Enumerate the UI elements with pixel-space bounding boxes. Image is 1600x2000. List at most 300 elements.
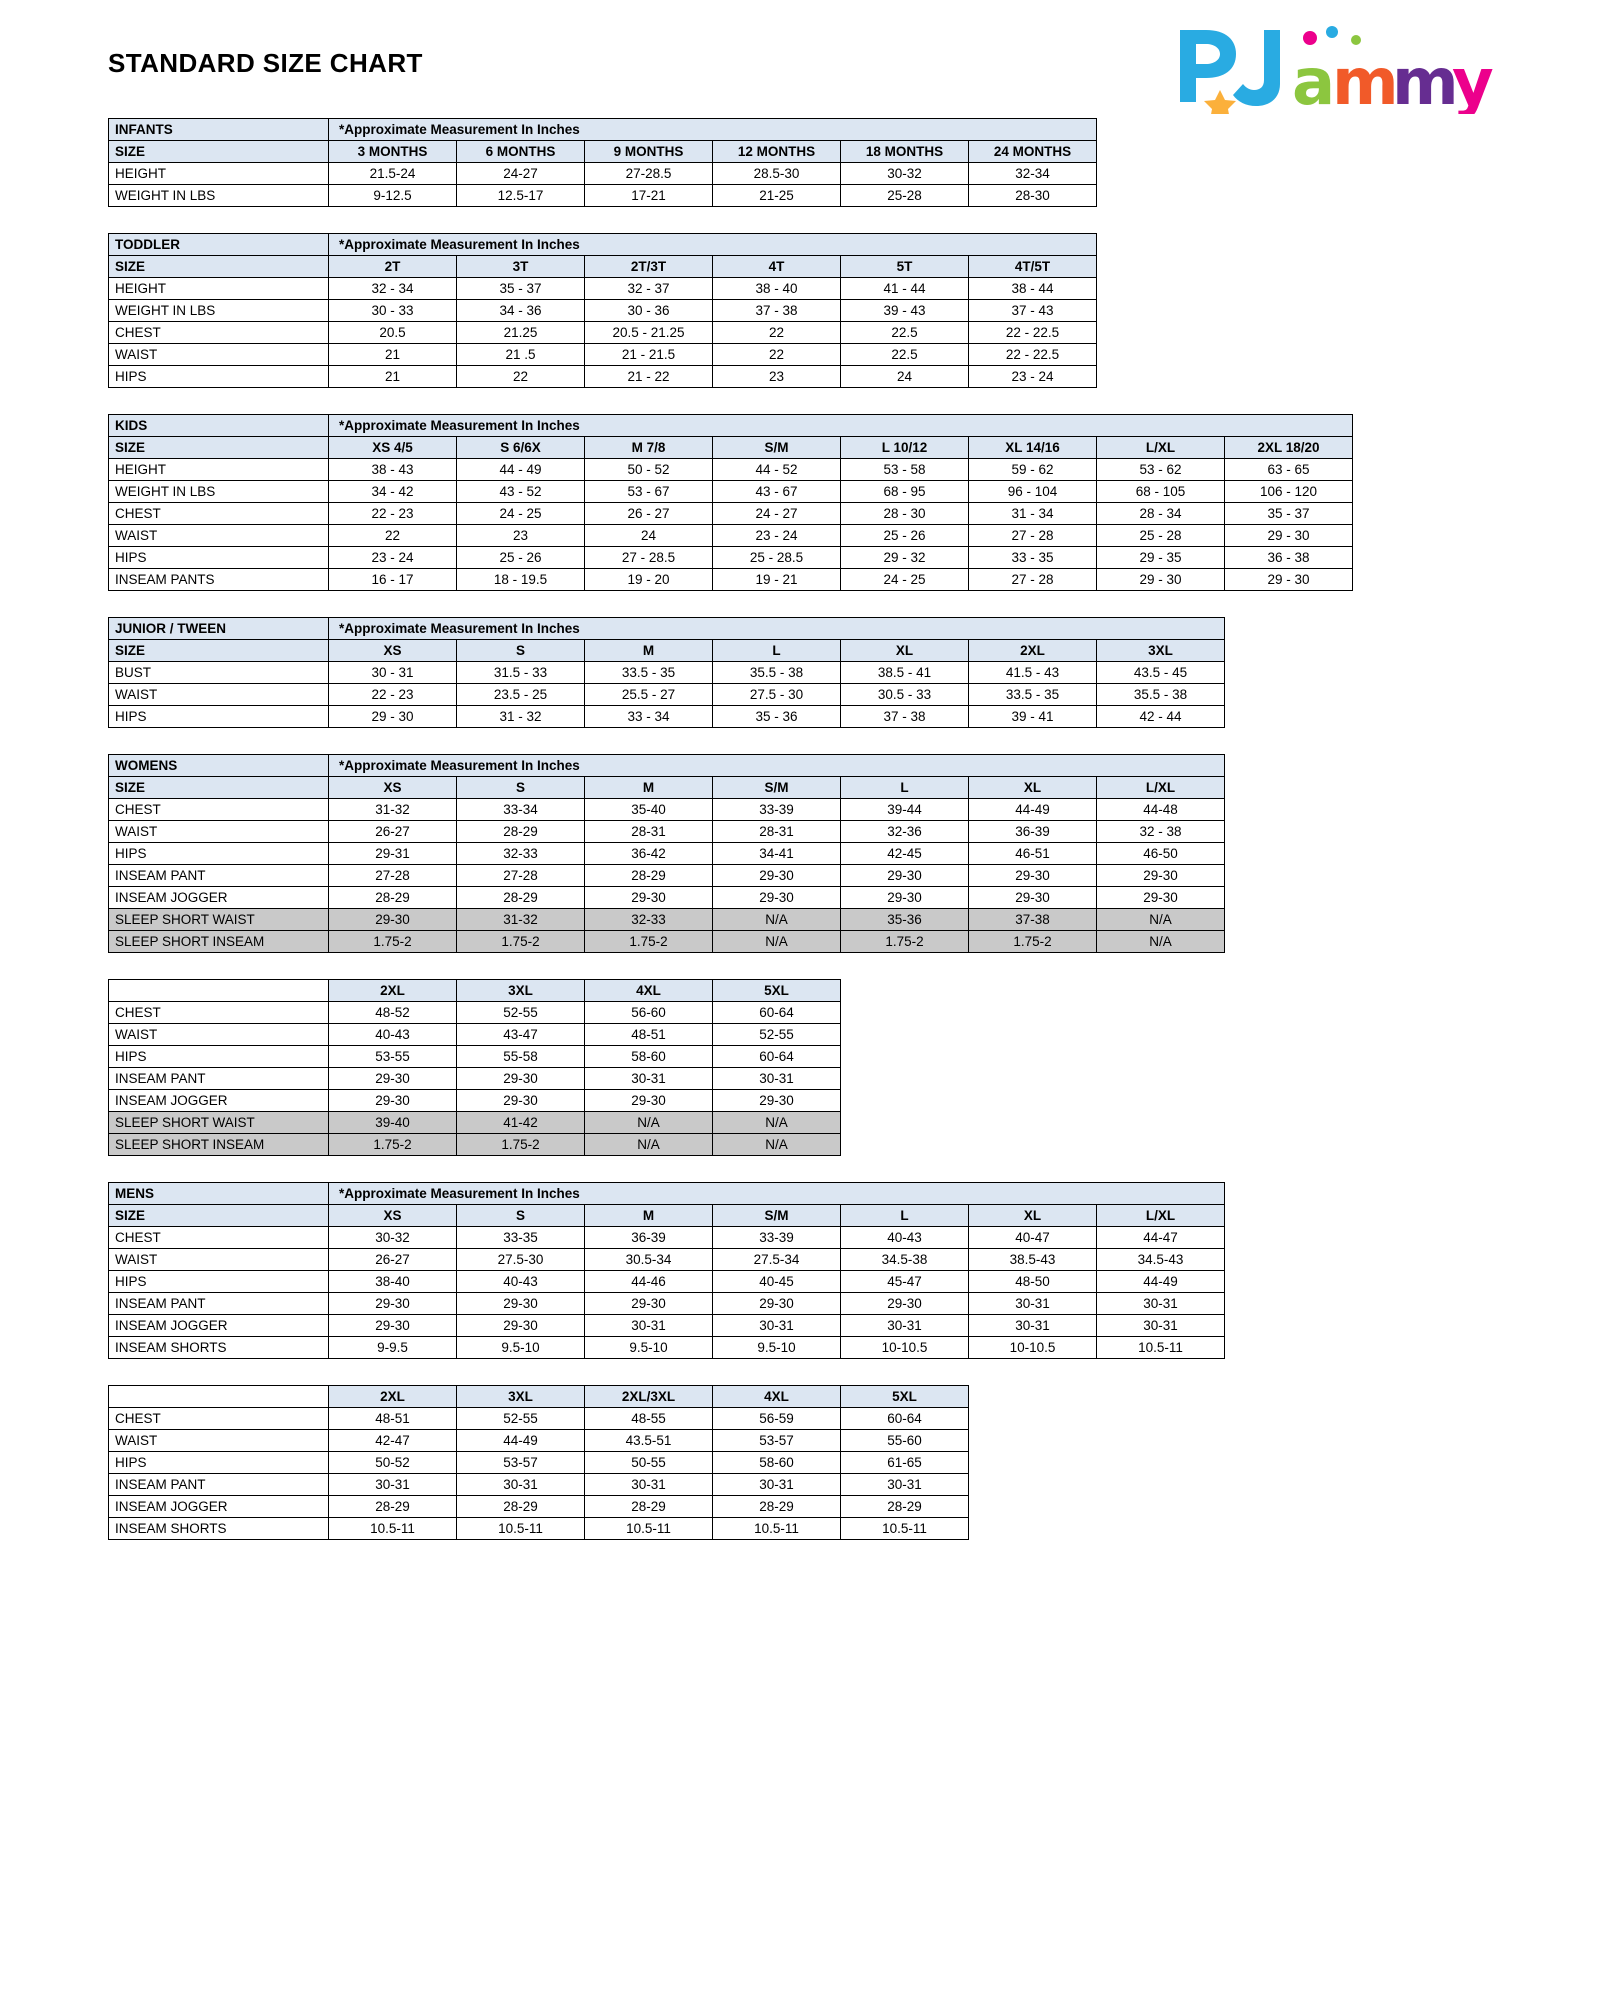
measurement-cell: 43.5 - 45 (1097, 662, 1225, 684)
measurement-cell: 43 - 52 (457, 481, 585, 503)
measurement-cell: 52-55 (457, 1002, 585, 1024)
measurement-cell: 42 - 44 (1097, 706, 1225, 728)
measurement-cell: 30.5 - 33 (841, 684, 969, 706)
measurement-cell: 37 - 38 (841, 706, 969, 728)
measurement-cell: 30-32 (841, 163, 969, 185)
row-label: WAIST (109, 344, 329, 366)
measurement-cell: 28-29 (841, 1496, 969, 1518)
measurement-cell: 21 (329, 344, 457, 366)
measurement-cell: 1.75-2 (585, 931, 713, 953)
measurement-cell: 37 - 38 (713, 300, 841, 322)
group-name: KIDS (109, 415, 329, 437)
size-table-kids (108, 414, 1353, 591)
measurement-cell: 27-28 (329, 865, 457, 887)
measurement-cell: 30-31 (841, 1474, 969, 1496)
measurement-cell: 10.5-11 (1097, 1337, 1225, 1359)
size-column-header: L 10/12 (841, 437, 969, 459)
size-column-header: 2XL (329, 1386, 457, 1408)
row-label: HEIGHT (109, 278, 329, 300)
table-row (109, 799, 1225, 821)
measurement-cell: 25-28 (841, 185, 969, 207)
measurement-cell: N/A (1097, 909, 1225, 931)
measurement-cell: 10.5-11 (841, 1518, 969, 1540)
row-label: INSEAM JOGGER (109, 1090, 329, 1112)
row-label: WAIST (109, 1249, 329, 1271)
table-row (109, 547, 1353, 569)
measurement-cell: 43.5-51 (585, 1430, 713, 1452)
measurement-cell: 38-40 (329, 1271, 457, 1293)
size-column-header: 3XL (457, 980, 585, 1002)
size-column-header: S/M (713, 437, 841, 459)
measurement-cell: 31-32 (329, 799, 457, 821)
measurement-cell: 29-30 (841, 865, 969, 887)
size-label-cell: SIZE (109, 777, 329, 799)
measurement-cell: 53 - 58 (841, 459, 969, 481)
measurement-cell: 48-55 (585, 1408, 713, 1430)
measurement-cell: 21.5-24 (329, 163, 457, 185)
measurement-cell: 60-64 (841, 1408, 969, 1430)
measurement-cell: 9.5-10 (457, 1337, 585, 1359)
measurement-cell: 30-31 (713, 1068, 841, 1090)
measurement-cell: 50 - 52 (585, 459, 713, 481)
size-column-header: 12 MONTHS (713, 141, 841, 163)
measurement-cell: 44-47 (1097, 1227, 1225, 1249)
measurement-cell: 29-30 (841, 1293, 969, 1315)
measurement-cell: 48-51 (329, 1408, 457, 1430)
measurement-cell: 56-59 (713, 1408, 841, 1430)
measurement-cell: 38 - 43 (329, 459, 457, 481)
measurement-cell: 30-31 (585, 1474, 713, 1496)
measurement-cell: 63 - 65 (1225, 459, 1353, 481)
measurement-cell: 30-31 (713, 1474, 841, 1496)
size-label-cell: SIZE (109, 437, 329, 459)
measurement-cell: 28 - 34 (1097, 503, 1225, 525)
measurement-cell: 19 - 21 (713, 569, 841, 591)
row-label: INSEAM PANT (109, 1293, 329, 1315)
size-column-header: 24 MONTHS (969, 141, 1097, 163)
size-column-header: XL (969, 777, 1097, 799)
measurement-cell: N/A (585, 1134, 713, 1156)
size-column-header: XL 14/16 (969, 437, 1097, 459)
measurement-cell: 30-31 (713, 1315, 841, 1337)
size-column-header: 2T/3T (585, 256, 713, 278)
size-column-header: XL (969, 1205, 1097, 1227)
measurement-cell: 27.5-30 (457, 1249, 585, 1271)
size-column-header: 2XL 18/20 (1225, 437, 1353, 459)
svg-text:y: y (1452, 46, 1494, 114)
measurement-cell: 28-29 (585, 865, 713, 887)
row-label: WAIST (109, 1024, 329, 1046)
measurement-cell: 37 - 43 (969, 300, 1097, 322)
size-header-row (109, 256, 1097, 278)
table-row (109, 1315, 1225, 1337)
size-column-header: L (841, 1205, 969, 1227)
measurement-cell: 106 - 120 (1225, 481, 1353, 503)
table-row (109, 163, 1097, 185)
measurement-cell: 29-30 (1097, 865, 1225, 887)
size-label-cell: SIZE (109, 256, 329, 278)
measurement-cell: 28-30 (969, 185, 1097, 207)
svg-text:a: a (1292, 46, 1336, 114)
measurement-cell: 29-30 (1097, 887, 1225, 909)
size-label-cell: SIZE (109, 141, 329, 163)
size-column-header: 3T (457, 256, 585, 278)
size-column-header: 4T/5T (969, 256, 1097, 278)
measurement-cell: 27-28.5 (585, 163, 713, 185)
page-title: STANDARD SIZE CHART (108, 48, 423, 78)
measurement-cell: 34 - 42 (329, 481, 457, 503)
row-label: SLEEP SHORT INSEAM (109, 931, 329, 953)
size-table-toddler (108, 233, 1097, 388)
table-row (109, 569, 1353, 591)
measurement-cell: 1.75-2 (329, 1134, 457, 1156)
measurement-cell: 35-36 (841, 909, 969, 931)
table-row (109, 1090, 841, 1112)
measurement-cell: 36 - 38 (1225, 547, 1353, 569)
table-row (109, 300, 1097, 322)
measurement-cell: 17-21 (585, 185, 713, 207)
size-header-row (109, 777, 1225, 799)
table-row (109, 322, 1097, 344)
measurement-cell: 40-43 (457, 1271, 585, 1293)
measurement-cell: 34.5-43 (1097, 1249, 1225, 1271)
measurement-cell: 9.5-10 (713, 1337, 841, 1359)
size-column-header: S (457, 777, 585, 799)
measurement-cell: 38 - 40 (713, 278, 841, 300)
table-row (109, 525, 1353, 547)
measurement-cell: 38.5-43 (969, 1249, 1097, 1271)
size-column-header: M (585, 640, 713, 662)
pjammy-logo (1160, 14, 1560, 114)
row-label: WAIST (109, 821, 329, 843)
measurement-cell: 48-50 (969, 1271, 1097, 1293)
measurement-cell: 12.5-17 (457, 185, 585, 207)
size-column-header: S/M (713, 1205, 841, 1227)
size-column-header: 5XL (841, 1386, 969, 1408)
measurement-cell: 30-31 (585, 1068, 713, 1090)
table-row (109, 278, 1097, 300)
measurement-cell: N/A (585, 1112, 713, 1134)
measurement-cell: 30 - 33 (329, 300, 457, 322)
measurement-cell: 29 - 30 (329, 706, 457, 728)
measurement-cell: 22.5 (841, 322, 969, 344)
measurement-cell: 30-31 (841, 1315, 969, 1337)
measurement-cell: 22 - 22.5 (969, 322, 1097, 344)
row-label: CHEST (109, 1227, 329, 1249)
row-label: CHEST (109, 322, 329, 344)
measurement-cell: 23 (457, 525, 585, 547)
measurement-cell: 10.5-11 (457, 1518, 585, 1540)
row-label: SLEEP SHORT WAIST (109, 909, 329, 931)
size-column-header: 9 MONTHS (585, 141, 713, 163)
size-column-header: L (713, 640, 841, 662)
measurement-cell: 24 - 25 (457, 503, 585, 525)
size-header-row (109, 640, 1225, 662)
measurement-cell: 29-30 (329, 1293, 457, 1315)
measurement-cell: 21.25 (457, 322, 585, 344)
table-row (109, 503, 1353, 525)
row-label: INSEAM PANT (109, 865, 329, 887)
group-name: INFANTS (109, 119, 329, 141)
measurement-cell: 44 - 49 (457, 459, 585, 481)
size-column-header: S 6/6X (457, 437, 585, 459)
size-column-header: 4T (713, 256, 841, 278)
size-label-cell (109, 980, 329, 1002)
size-table-mens (108, 1182, 1225, 1359)
measurement-cell: 39 - 41 (969, 706, 1097, 728)
group-name: TODDLER (109, 234, 329, 256)
measurement-cell: 31-32 (457, 909, 585, 931)
table-row (109, 1496, 969, 1518)
measurement-cell: 26 - 27 (585, 503, 713, 525)
row-label: CHEST (109, 1408, 329, 1430)
measurement-cell: 31 - 34 (969, 503, 1097, 525)
measurement-cell: 28-29 (585, 1496, 713, 1518)
measurement-cell: 28-29 (457, 887, 585, 909)
measurement-cell: 53-55 (329, 1046, 457, 1068)
measurement-cell: 21 - 22 (585, 366, 713, 388)
row-label: HEIGHT (109, 163, 329, 185)
measurement-cell: 1.75-2 (457, 1134, 585, 1156)
measurement-cell: 41-42 (457, 1112, 585, 1134)
row-label: WEIGHT IN LBS (109, 185, 329, 207)
table-row (109, 1452, 969, 1474)
measurement-cell: 10-10.5 (969, 1337, 1097, 1359)
measurement-cell: 30-31 (1097, 1293, 1225, 1315)
size-label-cell: SIZE (109, 640, 329, 662)
size-column-header: 2XL/3XL (585, 1386, 713, 1408)
measurement-cell: 1.75-2 (969, 931, 1097, 953)
measurement-cell: 27 - 28 (969, 525, 1097, 547)
size-table-junior-tween (108, 617, 1225, 728)
table-row (109, 1474, 969, 1496)
size-header-row (109, 437, 1353, 459)
size-column-header: XS (329, 640, 457, 662)
measurement-cell: 21 .5 (457, 344, 585, 366)
size-column-header: XS 4/5 (329, 437, 457, 459)
measurement-cell: 38.5 - 41 (841, 662, 969, 684)
measurement-cell: 36-39 (969, 821, 1097, 843)
measurement-cell: 44 - 52 (713, 459, 841, 481)
measurement-cell: N/A (713, 1134, 841, 1156)
size-label-cell (109, 1386, 329, 1408)
measurement-cell: 27.5 - 30 (713, 684, 841, 706)
table-row (109, 887, 1225, 909)
measurement-cell: 60-64 (713, 1046, 841, 1068)
group-name: WOMENS (109, 755, 329, 777)
measurement-cell: 9.5-10 (585, 1337, 713, 1359)
group-header-row (109, 415, 1353, 437)
measurement-cell: 1.75-2 (841, 931, 969, 953)
table-row (109, 1430, 969, 1452)
measurement-cell: 36-42 (585, 843, 713, 865)
measurement-cell: 30-31 (585, 1315, 713, 1337)
measurement-cell: 39 - 43 (841, 300, 969, 322)
row-label: SLEEP SHORT WAIST (109, 1112, 329, 1134)
size-table-womens (108, 754, 1225, 953)
size-column-header: 2T (329, 256, 457, 278)
measurement-cell: 44-49 (969, 799, 1097, 821)
measurement-cell: 22 - 22.5 (969, 344, 1097, 366)
table-row (109, 1002, 841, 1024)
table-row (109, 931, 1225, 953)
measurement-cell: 22 (329, 525, 457, 547)
measurement-cell: 30-31 (329, 1474, 457, 1496)
measurement-cell: 16 - 17 (329, 569, 457, 591)
row-label: INSEAM SHORTS (109, 1337, 329, 1359)
measurement-cell: 39-44 (841, 799, 969, 821)
measurement-cell: 29-30 (329, 1068, 457, 1090)
measurement-note: *Approximate Measurement In Inches (329, 415, 1353, 437)
measurement-cell: 29-30 (841, 887, 969, 909)
measurement-cell: 9-12.5 (329, 185, 457, 207)
size-column-header: S (457, 640, 585, 662)
tables-container (108, 118, 1528, 1566)
measurement-cell: 39-40 (329, 1112, 457, 1134)
measurement-cell: 53-57 (457, 1452, 585, 1474)
measurement-cell: 45-47 (841, 1271, 969, 1293)
measurement-cell: 28-31 (585, 821, 713, 843)
measurement-cell: 21-25 (713, 185, 841, 207)
measurement-cell: 24 - 27 (713, 503, 841, 525)
size-column-header: L/XL (1097, 437, 1225, 459)
measurement-cell: 42-47 (329, 1430, 457, 1452)
measurement-cell: 58-60 (585, 1046, 713, 1068)
measurement-cell: 29-30 (329, 909, 457, 931)
table-row (109, 366, 1097, 388)
row-label: INSEAM JOGGER (109, 1315, 329, 1337)
measurement-cell: 28-29 (713, 1496, 841, 1518)
measurement-cell: 29-30 (457, 1068, 585, 1090)
size-table-infants (108, 118, 1097, 207)
table-row (109, 821, 1225, 843)
measurement-cell: 28-29 (457, 821, 585, 843)
measurement-cell: 32-34 (969, 163, 1097, 185)
table-row (109, 706, 1225, 728)
measurement-cell: 24 - 25 (841, 569, 969, 591)
measurement-cell: 29-30 (969, 865, 1097, 887)
measurement-cell: 40-47 (969, 1227, 1097, 1249)
table-row (109, 662, 1225, 684)
measurement-cell: 30-31 (969, 1293, 1097, 1315)
row-label: INSEAM SHORTS (109, 1518, 329, 1540)
table-row (109, 459, 1353, 481)
measurement-cell: 37-38 (969, 909, 1097, 931)
table-row (109, 1337, 1225, 1359)
measurement-cell: 1.75-2 (457, 931, 585, 953)
measurement-cell: 29-30 (713, 1090, 841, 1112)
table-row (109, 1227, 1225, 1249)
measurement-cell: 46-50 (1097, 843, 1225, 865)
measurement-cell: 29-30 (329, 1090, 457, 1112)
table-row (109, 1112, 841, 1134)
measurement-cell: 31.5 - 33 (457, 662, 585, 684)
measurement-cell: 28-29 (329, 887, 457, 909)
size-column-header: 2XL (969, 640, 1097, 662)
row-label: WAIST (109, 525, 329, 547)
size-column-header: 3 MONTHS (329, 141, 457, 163)
measurement-note: *Approximate Measurement In Inches (329, 234, 1097, 256)
measurement-cell: 43-47 (457, 1024, 585, 1046)
measurement-cell: N/A (1097, 931, 1225, 953)
measurement-cell: 40-43 (841, 1227, 969, 1249)
measurement-cell: 27 - 28.5 (585, 547, 713, 569)
table-row (109, 1024, 841, 1046)
measurement-cell: 30-31 (969, 1315, 1097, 1337)
measurement-note: *Approximate Measurement In Inches (329, 119, 1097, 141)
measurement-cell: 10.5-11 (585, 1518, 713, 1540)
measurement-cell: 68 - 95 (841, 481, 969, 503)
size-column-header: 6 MONTHS (457, 141, 585, 163)
measurement-cell: 21 - 21.5 (585, 344, 713, 366)
measurement-cell: 22 - 23 (329, 684, 457, 706)
table-row (109, 1046, 841, 1068)
measurement-cell: 22.5 (841, 344, 969, 366)
measurement-cell: 41.5 - 43 (969, 662, 1097, 684)
size-header-row (109, 1386, 969, 1408)
measurement-cell: 28-29 (329, 1496, 457, 1518)
group-name: MENS (109, 1183, 329, 1205)
table-row (109, 909, 1225, 931)
row-label: HIPS (109, 1271, 329, 1293)
measurement-cell: 22 (713, 322, 841, 344)
measurement-cell: 27.5-34 (713, 1249, 841, 1271)
measurement-cell: 55-58 (457, 1046, 585, 1068)
group-header-row (109, 119, 1097, 141)
measurement-cell: 33-39 (713, 1227, 841, 1249)
measurement-cell: 29-30 (713, 865, 841, 887)
svg-text:m: m (1332, 46, 1399, 114)
measurement-cell: 38 - 44 (969, 278, 1097, 300)
measurement-cell: 32-36 (841, 821, 969, 843)
measurement-cell: 28 - 30 (841, 503, 969, 525)
row-label: HIPS (109, 1046, 329, 1068)
measurement-cell: 44-49 (457, 1430, 585, 1452)
measurement-cell: 22 - 23 (329, 503, 457, 525)
size-column-header: L (841, 777, 969, 799)
measurement-cell: 52-55 (457, 1408, 585, 1430)
row-label: HIPS (109, 366, 329, 388)
measurement-cell: 35 - 37 (457, 278, 585, 300)
measurement-cell: 23 - 24 (329, 547, 457, 569)
measurement-cell: 29-30 (585, 887, 713, 909)
measurement-cell: 59 - 62 (969, 459, 1097, 481)
size-column-header: L/XL (1097, 777, 1225, 799)
measurement-cell: 29-30 (713, 887, 841, 909)
measurement-cell: 35.5 - 38 (713, 662, 841, 684)
row-label: HIPS (109, 547, 329, 569)
measurement-cell: 29-30 (457, 1090, 585, 1112)
group-name: JUNIOR / TWEEN (109, 618, 329, 640)
measurement-cell: 44-49 (1097, 1271, 1225, 1293)
measurement-cell: 42-45 (841, 843, 969, 865)
size-column-header: 5XL (713, 980, 841, 1002)
measurement-cell: 28.5-30 (713, 163, 841, 185)
size-table-womens-plus (108, 979, 841, 1156)
measurement-cell: 43 - 67 (713, 481, 841, 503)
measurement-cell: 24-27 (457, 163, 585, 185)
size-column-header: 3XL (1097, 640, 1225, 662)
measurement-cell: 50-52 (329, 1452, 457, 1474)
size-header-row (109, 980, 841, 1002)
row-label: INSEAM JOGGER (109, 887, 329, 909)
measurement-cell: 23 - 24 (969, 366, 1097, 388)
measurement-cell: 53 - 62 (1097, 459, 1225, 481)
measurement-cell: 52-55 (713, 1024, 841, 1046)
measurement-cell: 53 - 67 (585, 481, 713, 503)
measurement-cell: 30-32 (329, 1227, 457, 1249)
measurement-cell: 25 - 28 (1097, 525, 1225, 547)
